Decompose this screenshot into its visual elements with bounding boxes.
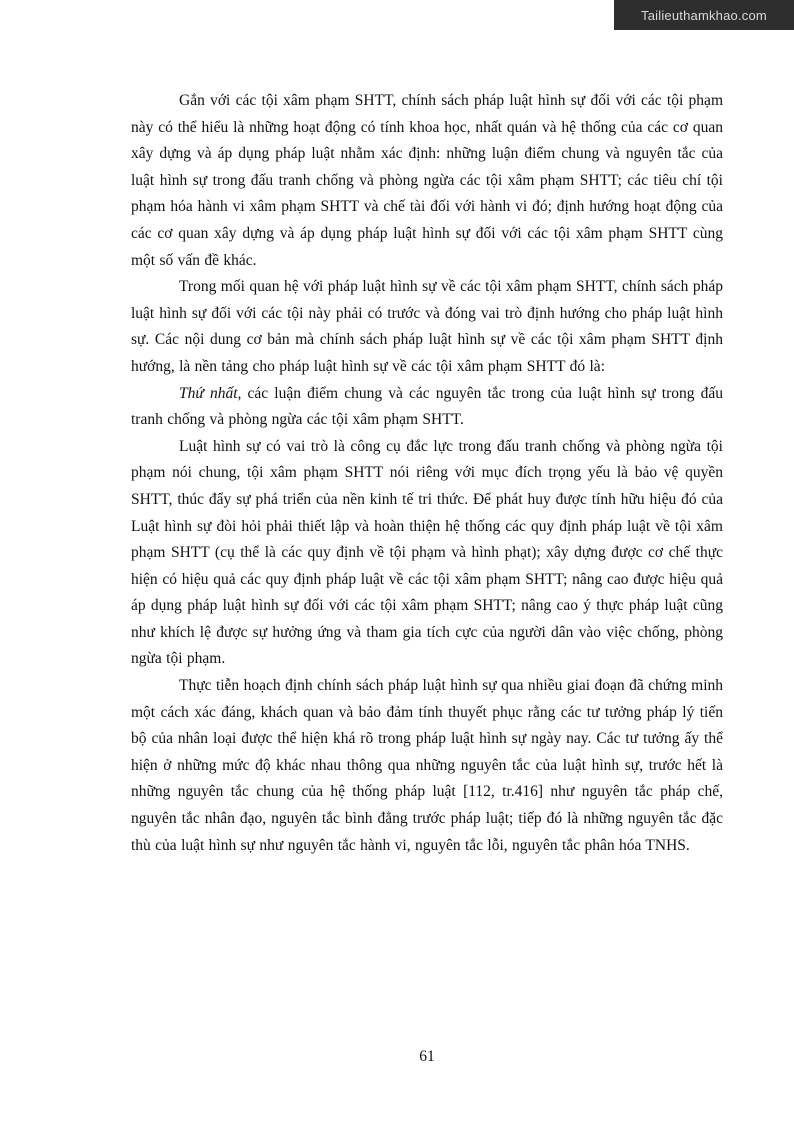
- paragraph: [131, 381, 723, 434]
- paragraph: [131, 274, 723, 380]
- paragraph: [131, 434, 723, 673]
- text-run: Trong mối quan hệ với pháp luật hình sự về các tội xâm phạm SHTT, chính sách pháp luật hình sự đối với các tội này phải có trước và đóng vai trò định hướng cho pháp luật hình sự. Các nội dung cơ bản mà chính sách pháp luật hình sự về các tội xâm phạm SHTT định hướng, là nền tảng cho pháp luật hình sự về các tội xâm phạm SHTT đó là:: [131, 278, 723, 375]
- text-run: Thực tiễn hoạch định chính sách pháp luật hình sự qua nhiều giai đoạn đã chứng minh một cách xác đáng, khách quan và bảo đảm tính thuyết phục rằng các tư tưởng pháp lý tiến bộ của nhân loại được thể hiện khá rõ trong pháp luật hình sự ngày nay. Các tư tưởng ấy thể hiện ở những mức độ khác nhau thông qua những nguyên tắc của luật hình sự, trước hết là những nguyên tắc chung của hệ thống pháp luật [112, tr.416] như nguyên tắc pháp chế, nguyên tắc nhân đạo, nguyên tắc bình đẳng trước pháp luật; tiếp đó là những nguyên tắc đặc thù của luật hình sự như nguyên tắc hành vi, nguyên tắc lỗi, nguyên tắc phân hóa TNHS.: [131, 677, 723, 854]
- text-run: Luật hình sự có vai trò là công cụ đắc lực trong đấu tranh chống và phòng ngừa tội phạm nói chung, tội xâm phạm SHTT nói riêng với mục đích trọng yếu là bảo vệ quyền SHTT, thúc đẩy sự phá triển của nền kinh tế tri thức. Để phát huy được tính hữu hiệu đó của Luật hình sự đòi hỏi phải thiết lập và hoàn thiện hệ thống các quy định pháp luật về tội xâm phạm SHTT (cụ thể là các quy định về tội phạm và hình phạt); xây dựng được cơ chế thực hiện có hiệu quả các quy định pháp luật về các tội xâm phạm SHTT; nâng cao được hiệu quả áp dụng pháp luật hình sự đối với các tội xâm phạm SHTT; nâng cao ý thực pháp luật cũng như khích lệ được sự hưởng ứng và tham gia tích cực của người dân vào việc chống, phòng ngừa tội phạm.: [131, 437, 723, 668]
- italic-text-run: Thứ nhất,: [179, 384, 242, 402]
- paragraph: [131, 673, 723, 859]
- page-content: [131, 88, 723, 859]
- text-run: các luận điểm chung và các nguyên tắc trong của luật hình sự trong đấu tranh chống và phòng ngừa các tội xâm phạm SHTT.: [131, 384, 723, 429]
- paragraph: [131, 88, 723, 274]
- watermark-bar: [614, 0, 794, 30]
- text-run: Gắn với các tội xâm phạm SHTT, chính sách pháp luật hình sự đối với các tội phạm này có thể hiểu là những hoạt động có tính khoa học, nhất quán và hệ thống của các cơ quan xây dựng và áp dụng pháp luật nhằm xác định: những luận điểm chung và nguyên tắc của luật hình sự trong đấu tranh chống và phòng ngừa các tội xâm phạm SHTT; các tiêu chí tội phạm hóa hành vi xâm phạm SHTT và chế tài đối với hành vi đó; định hướng hoạt động của các cơ quan xây dựng và áp dụng pháp luật hình sự đối với các tội xâm phạm SHTT cùng một số vấn đề khác.: [131, 92, 723, 269]
- watermark-text: Tailieuthamkhao.com: [641, 7, 767, 23]
- page-number: 61: [419, 1048, 435, 1065]
